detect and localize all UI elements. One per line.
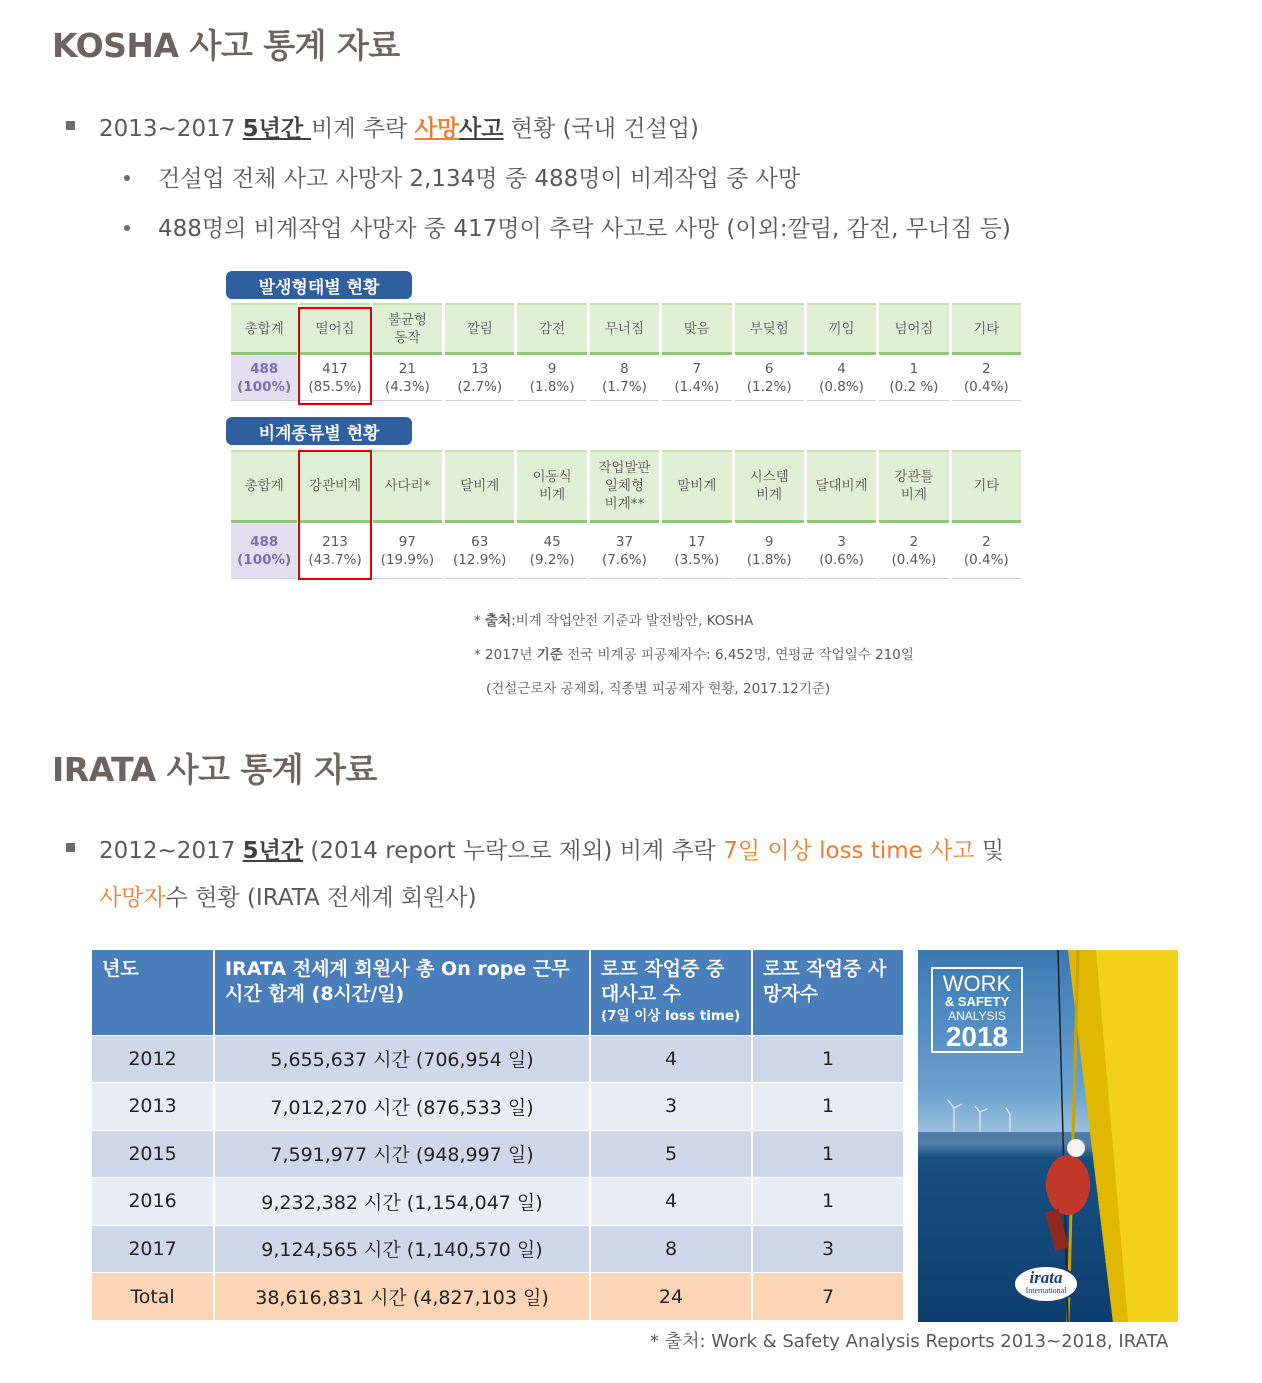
irata-header-row (92, 950, 904, 1035)
header-deaths: 로프 작업중 사망자수 (752, 950, 904, 1035)
irata-bullet-prefix: 2012~2017 (99, 838, 243, 864)
count-value: 1 (909, 360, 919, 377)
irata-bullet-losstime: 7일 이상 loss time 사고 (723, 838, 975, 864)
table-value-cell (445, 355, 514, 401)
irata-bullet-mid: (2014 report 누락으로 제외) 비계 추락 (303, 838, 724, 864)
table-header-cell: 불균형 동작 (373, 303, 442, 355)
cell-deaths: 7 (752, 1273, 904, 1321)
cell-year: 2013 (92, 1083, 214, 1131)
table-row (92, 1035, 904, 1083)
table-row (92, 1130, 904, 1178)
table-header-cell: 달비계 (445, 450, 514, 523)
kosha-basis-source-note: (건설근로자 공제회, 직종별 피공제자 현황, 2017.12기준) (486, 681, 831, 697)
table-header-cell: 말비계 (662, 450, 731, 523)
cell-hours: 38,616,831 시간 (4,827,103 일) (214, 1273, 590, 1321)
total-row (92, 1273, 904, 1321)
percent-value: (2.7%) (457, 378, 503, 395)
count-value: 488 (250, 533, 279, 550)
cell-hours: 9,124,565 시간 (1,140,570 일) (214, 1225, 590, 1273)
kosha-bullet-period: 5년간 (242, 116, 312, 142)
count-value: 6 (764, 360, 774, 377)
count-value: 13 (471, 360, 489, 377)
table-value-cell (231, 355, 297, 401)
kosha-sub-bullet-2: 488명의 비계작업 사망자 중 417명이 추락 사고로 사망 (이외:깔림, 감전, 무너짐 등) (158, 216, 1011, 242)
cell-accidents: 8 (590, 1225, 752, 1273)
cover-year: 2018 (945, 1021, 1009, 1052)
count-value: 45 (543, 533, 561, 550)
irata-bullet-period: 5년간 (242, 838, 304, 864)
table-header-cell: 맞음 (662, 303, 731, 355)
count-value: 37 (615, 533, 634, 550)
count-value: 7 (692, 360, 702, 377)
percent-value: (0.6%) (819, 551, 864, 568)
table-header-cell: 무너짐 (590, 303, 659, 355)
table-header-cell: 사다리* (373, 450, 442, 523)
count-value: 8 (620, 360, 629, 377)
count-value: 63 (471, 533, 489, 550)
percent-value: (0.4%) (963, 551, 1009, 568)
cell-hours: 7,012,270 시간 (876,533 일) (214, 1083, 590, 1131)
irata-bullet-line1 (99, 832, 1004, 865)
table-value-cell (373, 355, 442, 401)
count-value: 4 (837, 360, 846, 377)
percent-value: (0.4%) (963, 378, 1009, 395)
cover-title-line3: ANALYSIS (948, 1009, 1006, 1023)
count-value: 9 (547, 360, 557, 377)
table-value-cell (735, 355, 804, 401)
table-header-cell: 깔림 (445, 303, 514, 355)
percent-value: (0.8%) (819, 378, 864, 395)
percent-value: (1.4%) (674, 378, 720, 395)
cell-year: 2012 (92, 1035, 214, 1083)
count-value: 97 (398, 533, 416, 550)
table-row (92, 1225, 904, 1273)
percent-value: (1.7%) (602, 378, 647, 395)
table-value-cell (517, 355, 586, 401)
count-value: 2 (981, 360, 991, 377)
table-value-cell (517, 523, 586, 579)
kosha-section-title: KOSHA 사고 통계 자료 (52, 26, 400, 65)
cell-deaths: 1 (752, 1035, 904, 1083)
percent-value: (9.2%) (529, 551, 575, 568)
cell-deaths: 1 (752, 1130, 904, 1178)
kosha-bullet-mid: 비계 추락 (311, 116, 415, 142)
kosha-source-note (474, 609, 753, 629)
table-header-cell: 넘어짐 (879, 303, 948, 355)
kosha-bullet-accident: 사고 (459, 116, 504, 142)
header-year: 년도 (92, 950, 214, 1035)
cover-title-box (931, 967, 1023, 1053)
cell-accidents: 3 (590, 1083, 752, 1131)
percent-value: (100%) (237, 378, 292, 395)
note-prefix: * 2017년 (474, 647, 537, 663)
table-header-cell: 기타 (952, 303, 1021, 355)
irata-bullet-deaths: 사망자 (99, 885, 166, 911)
table-value-cell (662, 355, 731, 401)
table2-label: 비계종류별 현황 (226, 417, 412, 445)
table-value-cell (590, 355, 659, 401)
table-header-cell: 강관비계 (300, 450, 369, 523)
count-value: 417 (322, 360, 348, 377)
percent-value: (19.9%) (380, 551, 435, 568)
table-value-cell (590, 523, 659, 579)
cell-hours: 7,591,977 시간 (948,997 일) (214, 1130, 590, 1178)
table-header-cell: 끼임 (807, 303, 876, 355)
table-header-cell: 총합계 (231, 450, 297, 523)
table-value-cell (807, 355, 876, 401)
cell-accidents: 4 (590, 1178, 752, 1226)
cell-accidents: 24 (590, 1273, 752, 1321)
kosha-bullet-prefix: 2013~2017 (99, 116, 243, 142)
kosha-basis-note (474, 643, 914, 663)
cell-year: 2016 (92, 1178, 214, 1226)
highlight-pipe-scaffold-box (298, 450, 372, 580)
irata-statistics-table (92, 950, 905, 1320)
percent-value: (0.4%) (891, 551, 937, 568)
kosha-bullet-suffix: 현황 (국내 건설업) (503, 116, 699, 142)
table-value-cell (735, 523, 804, 579)
table-header-cell: 시스템 비계 (735, 450, 804, 523)
count-value: 3 (837, 533, 846, 550)
table-header-cell: 작업발판 일체형 비계** (590, 450, 659, 523)
kosha-main-bullet (99, 110, 699, 143)
kosha-sub-bullet-1: 건설업 전체 사고 사망자 2,134명 중 488명이 비계작업 중 사망 (158, 166, 801, 192)
count-value: 2 (909, 533, 919, 550)
note-bold: 출처 (485, 613, 512, 629)
table-header-cell: 기타 (952, 450, 1021, 523)
table-header-cell: 감전 (517, 303, 586, 355)
note-bold: 기준 (536, 647, 563, 663)
percent-value: (1.8%) (746, 551, 792, 568)
header-hours: IRATA 전세계 회원사 총 On rope 근무 시간 합계 (8시간/일) (214, 950, 590, 1035)
percent-value: (12.9%) (453, 551, 507, 568)
square-bullet-icon (66, 843, 75, 852)
cell-deaths: 1 (752, 1083, 904, 1131)
table-value-cell (373, 523, 442, 579)
percent-value: (3.5%) (674, 551, 720, 568)
table-value-cell (879, 523, 948, 579)
cell-deaths: 3 (752, 1225, 904, 1273)
table-value-cell (231, 523, 297, 579)
kosha-bullet-death: 사망 (414, 116, 460, 142)
cover-title-line2: & SAFETY (944, 994, 1010, 1009)
table-row (92, 1178, 904, 1226)
irata-bullet-line2 (99, 879, 477, 912)
table-header-cell: 강관틀 비계 (879, 450, 948, 523)
note-text: :비계 작업안전 기준과 발전방안, KOSHA (511, 613, 754, 629)
count-value: 21 (398, 360, 416, 377)
square-bullet-icon (66, 121, 75, 130)
note-star: * (474, 613, 486, 629)
table-header-cell: 이동식 비계 (517, 450, 586, 523)
percent-value: (1.2%) (746, 378, 792, 395)
table-value-cell (952, 355, 1021, 401)
percent-value: (1.8%) (529, 378, 575, 395)
count-value: 488 (250, 360, 279, 377)
irata-logo-subtext: International (1025, 1286, 1067, 1295)
cell-deaths: 1 (752, 1178, 904, 1226)
cell-year: 2015 (92, 1130, 214, 1178)
irata-logo-text: irata (1029, 1268, 1063, 1287)
cell-hours: 5,655,637 시간 (706,954 일) (214, 1035, 590, 1083)
header-accidents (590, 950, 752, 1035)
cover-title-line1: WORK (942, 971, 1012, 996)
count-value: 9 (764, 533, 774, 550)
count-value: 2 (981, 533, 991, 550)
irata-bullet-rest: 수 현황 (IRATA 전세계 회원사) (165, 885, 477, 911)
table-value-cell (879, 355, 948, 401)
table-header-cell: 총합계 (231, 303, 297, 355)
table-header-cell: 떨어짐 (300, 303, 369, 355)
percent-value: (43.7%) (308, 551, 362, 568)
cell-accidents: 5 (590, 1130, 752, 1178)
cell-hours: 9,232,382 시간 (1,154,047 일) (214, 1178, 590, 1226)
irata-source-note: * 출처: Work & Safety Analysis Reports 2013~2018, IRATA (650, 1331, 1169, 1352)
percent-value: (4.3%) (384, 378, 430, 395)
note-text: 전국 비계공 피공제자수: 6,452명, 연평균 작업일수 210일 (562, 647, 914, 663)
table-value-cell (952, 523, 1021, 579)
table1-label: 발생형태별 현황 (226, 271, 412, 299)
cell-year: Total (92, 1273, 214, 1321)
count-value: 17 (688, 533, 706, 550)
irata-bullet-suffix: 및 (974, 838, 1005, 864)
percent-value: (7.6%) (602, 551, 647, 568)
table-value-cell (445, 523, 514, 579)
table-row (92, 1083, 904, 1131)
highlight-falls-box (298, 307, 372, 405)
irata-logo (1014, 1269, 1078, 1295)
percent-value: (0.2 %) (889, 378, 939, 395)
table-header-cell: 부딪힘 (735, 303, 804, 355)
work-safety-report-cover (918, 950, 1178, 1322)
header-accidents-note: (7일 이상 loss time) (601, 1008, 741, 1024)
dot-bullet-icon (124, 175, 130, 181)
cell-accidents: 4 (590, 1035, 752, 1083)
count-value: 213 (322, 533, 348, 550)
cell-year: 2017 (92, 1225, 214, 1273)
table-value-cell (662, 523, 731, 579)
percent-value: (100%) (237, 551, 292, 568)
header-accidents-label: 로프 작업중 중대사고 수 (601, 958, 725, 1005)
table-value-cell (807, 523, 876, 579)
table-header-cell: 달대비계 (807, 450, 876, 523)
irata-section-title: IRATA 사고 통계 자료 (52, 750, 377, 789)
dot-bullet-icon (124, 225, 130, 231)
percent-value: (85.5%) (308, 378, 362, 395)
